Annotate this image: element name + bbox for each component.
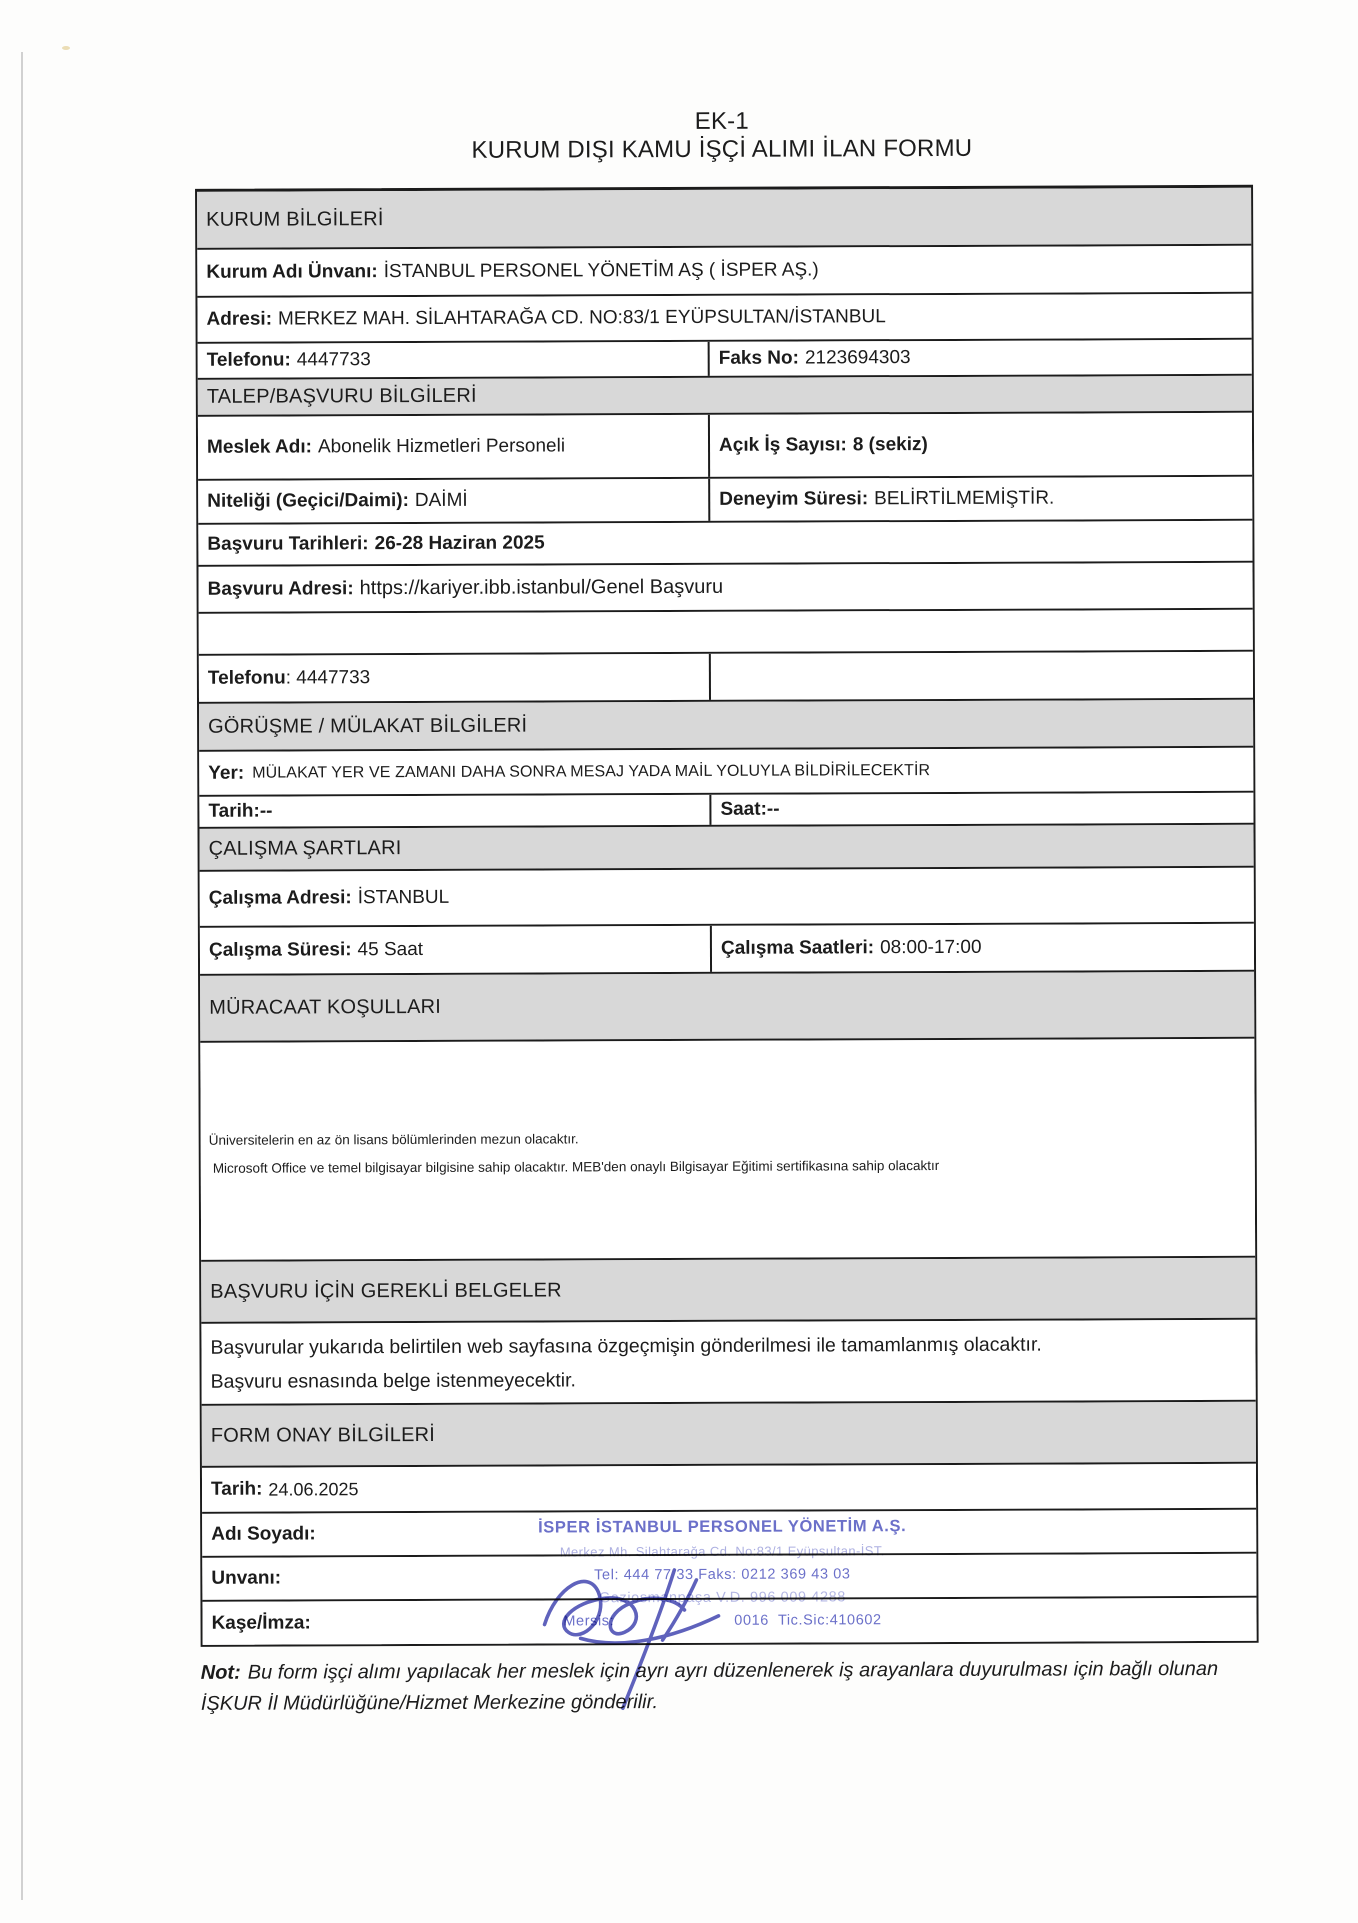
note-label: Not: (200, 1661, 241, 1684)
section-header-gorusme-mulakat (199, 700, 1253, 752)
field-value: 8 (sekiz) (852, 434, 928, 456)
section-header-form-onay (202, 1402, 1256, 1468)
field-label: Tarih: (210, 1478, 263, 1500)
field-label: Çalışma Adresi: (208, 887, 352, 909)
stamp-mersis-prefix: Mersis: (563, 1612, 615, 1629)
field-value: İSTANBUL (357, 886, 450, 909)
field-mulakat-tarih (199, 795, 709, 827)
field-yer (199, 748, 1253, 797)
requirement-line: Üniversitelerin en az ön lisans bölümlerinden mezun olacaktır. (208, 1131, 579, 1148)
field-kurum-adi (197, 246, 1251, 298)
field-label: Başvuru Adresi: (207, 577, 354, 600)
requirement-line: Microsoft Office ve temel bilgisayar bilgisine sahip olacaktır. MEB'den onaylı Bilgisayar Eğitimi sertifikasına sahip olacaktır (212, 1158, 940, 1176)
section-header-label: TALEP/BAŞVURU BİLGİLERİ (206, 384, 477, 408)
section-header-kurum-bilgileri (197, 188, 1251, 250)
field-value: : 4447733 (285, 667, 371, 689)
field-value: MÜLAKAT YER VE ZAMANI DAHA SONRA MESAJ YADA MAİL YOLUYLA BİLDİRİLECEKTİR (252, 761, 931, 782)
annex-code: EK-1 (694, 107, 749, 135)
stamp-address: Merkez Mh. Silahtarağa Cd. No:83/1 Eyüpsultan-İST. (559, 1542, 885, 1559)
row-tarih-saat (199, 793, 1253, 829)
field-value: BELİRTİLMEMİŞTİR. (874, 487, 1055, 510)
field-value: 26-28 Haziran 2025 (374, 532, 545, 555)
field-telefonu (198, 342, 708, 378)
field-value: 45 Saat (357, 938, 424, 961)
field-value: 4447733 (296, 349, 371, 371)
field-value: 24.06.2025 (268, 1478, 359, 1500)
section-header-label: ÇALIŞMA ŞARTLARI (208, 837, 402, 860)
belgeler-line: Başvurular yukarıda belirtilen web sayfasına özgeçmişin gönderilmesi ile tamamlanmış olacaktır. (210, 1333, 1042, 1359)
field-label: Deneyim Süresi: (719, 488, 869, 510)
field-value: -- (766, 798, 780, 820)
field-calisma-suresi (200, 926, 710, 974)
stamp-company-name: İSPER İSTANBUL PERSONEL YÖNETİM A.Ş. (538, 1517, 907, 1537)
section-header-label: BAŞVURU İÇİN GEREKLİ BELGELER (210, 1278, 562, 1303)
field-label: Açık İş Sayısı: (718, 434, 847, 456)
belgeler-line: Başvuru esnasında belge istenmeyecektir. (210, 1369, 576, 1393)
section-header-muracaat-kosullari (200, 972, 1254, 1043)
field-basvuru-tarihleri (198, 521, 1252, 567)
row-telefonu-faks (198, 340, 1252, 380)
field-label: Telefonu (207, 667, 286, 689)
stamp-ticsic: 0016 Tic.Sic:410602 (734, 1611, 882, 1629)
field-value: -- (259, 800, 273, 822)
muracaat-kosullari-cell (200, 1039, 1255, 1262)
field-niteligi (198, 479, 708, 523)
section-header-gerekli-belgeler (201, 1258, 1255, 1324)
row-calisma-suresi-saatleri (200, 924, 1254, 976)
form-title: KURUM DIŞI KAMU İŞÇİ ALIMI İLAN FORMU (471, 134, 973, 164)
section-header-label: FORM ONAY BİLGİLERİ (210, 1423, 436, 1447)
field-value: MERKEZ MAH. SİLAHTARAĞA CD. NO:83/1 EYÜPSULTAN/İSTANBUL (277, 306, 886, 330)
field-meslek-adi (198, 415, 708, 479)
field-label: Tarih: (208, 800, 260, 822)
field-value: DAİMİ (414, 489, 468, 512)
handwritten-signature (522, 1558, 783, 1714)
section-header-label: KURUM BİLGİLERİ (206, 207, 384, 231)
field-label: Adresi: (206, 308, 273, 330)
empty-cell (709, 652, 1253, 700)
section-header-label: MÜRACAAT KOŞULLARI (209, 995, 442, 1019)
belgeler-text-cell (201, 1320, 1255, 1406)
stamp-tax-office: Gaziosmanpaşa V.D. 996 009 4288 (598, 1589, 846, 1607)
field-label: Kaşe/İmza: (211, 1611, 311, 1634)
form-table (195, 185, 1259, 1647)
field-value: https://kariyer.ibb.istanbul/Genel Başvuru (359, 575, 724, 600)
field-label: Çalışma Süresi: (208, 939, 352, 961)
field-label: Kurum Adı Ünvanı: (206, 261, 378, 283)
field-value: İSTANBUL PERSONEL YÖNETİM AŞ ( İSPER AŞ.) (383, 259, 819, 283)
field-acik-is-sayisi (708, 413, 1252, 477)
field-calisma-saatleri (710, 924, 1254, 972)
field-adresi (197, 294, 1251, 344)
section-header-talep-basvuru (198, 376, 1252, 417)
field-mulakat-saat (709, 793, 1253, 825)
field-telefonu-2 (199, 654, 709, 702)
field-value: Abonelik Hizmetleri Personeli (317, 435, 566, 458)
field-faks-no (708, 340, 1252, 376)
field-label: Saat: (720, 798, 767, 820)
section-header-label: GÖRÜŞME / MÜLAKAT BİLGİLERİ (208, 714, 528, 738)
stamp-phone-fax: Tel: 444 77 33 Faks: 0212 369 43 03 (594, 1565, 851, 1583)
field-label: Adı Soyadı: (211, 1523, 316, 1545)
row-meslek-acikis (198, 413, 1252, 481)
field-label: Faks No: (718, 347, 799, 369)
field-label: Başvuru Tarihleri: (207, 533, 369, 555)
field-calisma-adresi (200, 868, 1254, 928)
field-onay-tarih (202, 1464, 1256, 1514)
field-value: 2123694303 (804, 347, 911, 369)
field-value: 08:00-17:00 (880, 936, 982, 959)
note-text: Bu form işçi alımı yapılacak her meslek için ayrı ayrı düzenlenerek iş arayanlara duyurulması için bağlı olunan İŞKUR İl Müdürlüğüne/Hizmet Merkezine gönderilir. (200, 1657, 1219, 1715)
empty-row (199, 610, 1253, 656)
field-label: Meslek Adı: (206, 436, 312, 458)
field-label: Unvanı: (211, 1567, 282, 1589)
field-label: Yer: (208, 762, 245, 784)
section-header-calisma-sartlari (199, 825, 1253, 872)
field-label: Çalışma Saatleri: (720, 937, 875, 959)
field-basvuru-adresi (198, 563, 1252, 614)
field-label: Niteliği (Geçici/Daimi): (207, 490, 409, 512)
document-title-block (195, 106, 1249, 166)
row-niteligi-deneyim (198, 477, 1252, 525)
row-telefonu-2 (199, 652, 1253, 704)
field-label: Telefonu: (206, 349, 291, 371)
field-deneyim-suresi (708, 477, 1252, 521)
